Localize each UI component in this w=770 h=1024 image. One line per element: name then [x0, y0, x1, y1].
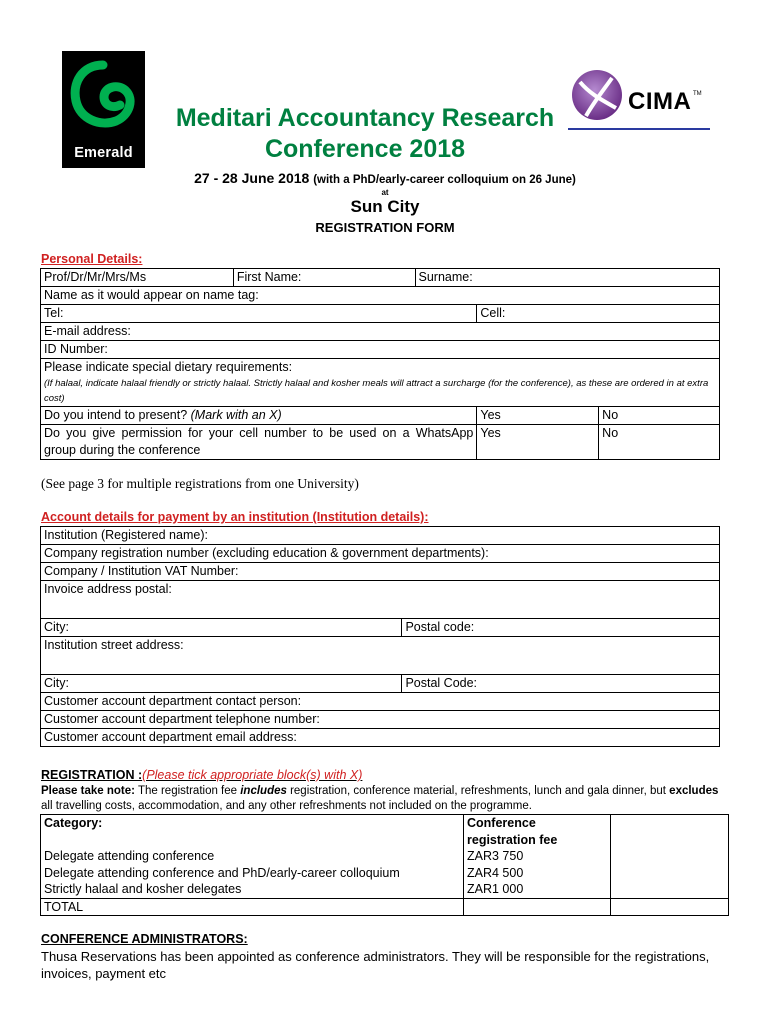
contact-email-field[interactable]: Customer account department email address: — [41, 729, 720, 747]
registration-heading-text: REGISTRATION : — [41, 768, 143, 782]
cima-trademark: TM — [693, 91, 702, 97]
account-details-heading: Account details for payment by an institution (Institution details): — [41, 510, 429, 524]
present-label: Do you intend to present? — [44, 408, 188, 422]
fee-delegate-colloquium: ZAR4 500 — [464, 865, 611, 882]
conference-title-year: Conference 2018 — [264, 135, 466, 163]
email-field[interactable]: E-mail address: — [41, 323, 720, 341]
whatsapp-no-cell[interactable]: No — [599, 425, 720, 460]
dietary-label: Please indicate special dietary requirements: — [44, 360, 293, 374]
street-postal-code-field[interactable]: Postal Code: — [402, 675, 720, 693]
cell-field[interactable]: Cell: — [477, 305, 720, 323]
total-tick-cell[interactable] — [611, 898, 729, 916]
first-name-field[interactable]: First Name: — [233, 269, 415, 287]
tick-delegate[interactable] — [611, 848, 729, 865]
administrators-text: Thusa Reservations has been appointed as conference administrators. They will be responsible for the registrations, invoices, payment etc — [41, 949, 710, 981]
note-bold: Please take note: — [41, 785, 135, 797]
emerald-logo — [62, 51, 145, 168]
present-no-cell[interactable]: No — [599, 407, 720, 425]
cima-globe-icon — [568, 64, 624, 126]
category-delegate-colloquium: Delegate attending conference and PhD/early-career colloquium — [41, 865, 464, 882]
dietary-note: (If halaal, indicate halaal friendly or strictly halaal. Strictly halaal and kosher meals will attract a surcharge (for the conference), as these are ordered in at extra cost) — [44, 378, 709, 404]
conference-title: Meditari Accountancy Research — [175, 104, 555, 132]
present-hint: (Mark with an X) — [190, 408, 282, 422]
note-part1: The registration fee — [134, 785, 241, 797]
title-field[interactable]: Prof/Dr/Mr/Mrs/Ms — [41, 269, 234, 287]
contact-person-field[interactable]: Customer account department contact person: — [41, 693, 720, 711]
present-question — [41, 407, 477, 425]
note-excludes: excludes — [669, 785, 719, 797]
invoice-address-field[interactable]: Invoice address postal: — [41, 581, 720, 619]
note-includes: includes — [240, 785, 287, 797]
category-header: Category: — [41, 815, 464, 849]
at-text: at — [381, 188, 389, 197]
registration-heading — [41, 768, 362, 782]
account-details-table — [40, 526, 720, 747]
street-address-field[interactable]: Institution street address: — [41, 637, 720, 675]
tel-field[interactable]: Tel: — [41, 305, 477, 323]
note-part3: all travelling costs, accommodation, and any other refreshments not included on the programme. — [41, 800, 532, 812]
registration-hint: (Please tick appropriate block(s) with X) — [142, 768, 363, 782]
company-registration-field[interactable]: Company registration number (excluding education & government departments): — [41, 545, 720, 563]
name-tag-field[interactable]: Name as it would appear on name tag: — [41, 287, 720, 305]
invoice-city-field[interactable]: City: — [41, 619, 402, 637]
fee-halaal-kosher: ZAR1 000 — [464, 881, 611, 898]
dates-text: 27 - 28 June 2018 — [194, 170, 310, 186]
colloquium-note: (with a PhD/early-career colloquium on 26 June) — [313, 174, 576, 186]
tick-header-cell — [611, 815, 729, 849]
multiple-registrations-note: (See page 3 for multiple registrations from one University) — [41, 476, 359, 491]
present-yes-cell[interactable]: Yes — [477, 407, 599, 425]
fee-header: Conference registration fee — [464, 815, 611, 849]
whatsapp-yes-cell[interactable]: Yes — [477, 425, 599, 460]
note-part2: registration, conference material, refreshments, lunch and gala dinner, but — [286, 785, 670, 797]
cima-underline — [568, 128, 710, 130]
street-city-field[interactable]: City: — [41, 675, 402, 693]
total-fee-cell[interactable] — [464, 898, 611, 916]
name-row — [41, 269, 720, 287]
cima-logo — [568, 64, 710, 130]
cima-wordmark: CIMA — [628, 88, 692, 115]
whatsapp-question: Do you give permission for your cell number to be used on a WhatsApp group during the conference — [41, 425, 477, 460]
vat-number-field[interactable]: Company / Institution VAT Number: — [41, 563, 720, 581]
contact-phone-field[interactable]: Customer account department telephone number: — [41, 711, 720, 729]
total-label: TOTAL — [41, 898, 464, 916]
id-number-field[interactable]: ID Number: — [41, 341, 720, 359]
fee-delegate: ZAR3 750 — [464, 848, 611, 865]
tick-delegate-colloquium[interactable] — [611, 865, 729, 882]
institution-field[interactable]: Institution (Registered name): — [41, 527, 720, 545]
tick-halaal-kosher[interactable] — [611, 881, 729, 898]
surname-field[interactable]: Surname: — [415, 269, 719, 287]
conference-dates — [0, 170, 770, 186]
emerald-wordmark: Emerald — [74, 145, 133, 161]
dietary-field[interactable] — [41, 359, 720, 407]
registration-fee-table — [40, 814, 729, 916]
administrators-heading: CONFERENCE ADMINISTRATORS: — [41, 932, 248, 946]
invoice-postal-code-field[interactable]: Postal code: — [402, 619, 720, 637]
category-halaal-kosher: Strictly halaal and kosher delegates — [41, 881, 464, 898]
category-delegate: Delegate attending conference — [41, 848, 464, 865]
personal-details-heading: Personal Details: — [41, 252, 143, 266]
form-title: REGISTRATION FORM — [315, 220, 455, 235]
emerald-swirl-icon — [62, 51, 145, 143]
registration-fee-note — [41, 784, 731, 814]
venue: Sun City — [350, 197, 420, 216]
personal-details-table — [40, 268, 720, 460]
